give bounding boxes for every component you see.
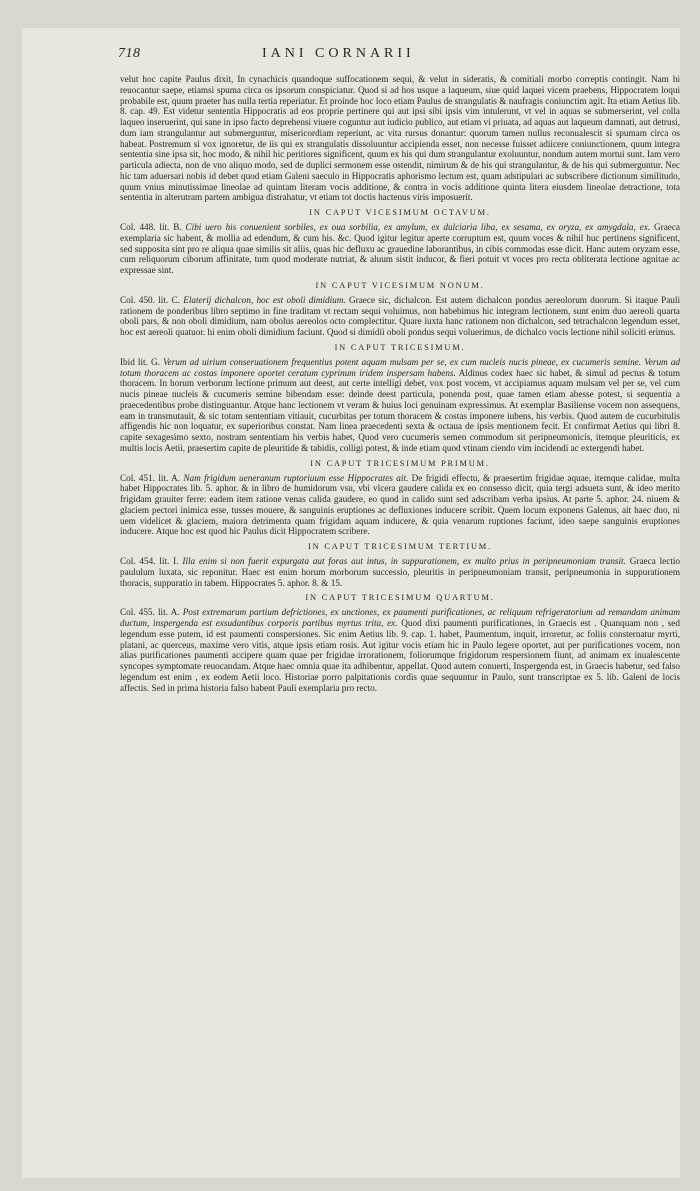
commentary-text: Graece sic, dichalcon. Est autem dichalcon pondus aereolorum duorum. Si itaque Pauli rationem de ponderibus libro septimo in fine traditam vt rectam sequi voluimus, non habebimus hic integram lectionem, sunt enim duo aereoli quarta oboli pars, & non oboli dimidium, nam obolus aereolos octo complectitur. Quare iuxta hanc rationem non dichalcon, sed tetrachalcon legendum esset, hoc est aereoli quatuor. hi enim oboli dimidium faciunt. Quod si dimidii oboli pondus sequi voluerimus, de dichalco vocis lectione nihil soliciti erimus. [120, 294, 680, 337]
commentary-entry [120, 556, 680, 588]
commentary-text: Aldinus codex haec sic habet, & simul ad pectus & totum thoracem. In horum verborum lectione primum aut deest, aut certe intelligi debet, vox post vocem, vt accipiamus aquam mulsam vel per se, vel cum nucis pineae nucleis & cucumeris semine bibendam esse: deinde deest particula, ponenda post, quae tamen etiam abesse potest, si sequentia a praecedentibus probe distinguantur. Atque hanc lectionem vt veram & huius loci genuinam expressimus. At exemplar Basiliense vocem non assequens, eam in transmutauit, & sic totam sententiam vitiauit, cucurbitas per totum thoracem & costas imponere iubens, his verbis. Quod autem de cucurbitulis affigendis hic non loquatur, ex superioribus constat. Nam linea praecedenti sexta & octaua de ipsis mentionem fecit. Et confirmat Aetius qui libri 8. capite sexagesimo sexto, nostram sententiam his verbis habet, Quod vero cucumeris semen commodum sit peripneumonicis, itemque pleuriticis, ex multis locis Aetii, praesertim capite de pleuritide & tabidis, colligi potest, & inde etiam quod vtinam ciendo vim incidendi ac extergendi habet. [120, 367, 680, 453]
commentary-entry [120, 295, 680, 338]
section-heading: IN CAPUT VICESIMUM OCTAVUM. [309, 208, 491, 217]
section-heading: IN CAPUT TRICESIMUM QUARTUM. [305, 593, 495, 603]
commentary-text: De frigidi effectu, & praesertim frigidae aquae, itemque calidae, multa habet Hippocrates lib. 5. aphor. & in libro de humidorum vsu, vbi vlcera gaudere calida ex eo consesso dicit, quia tergi adsueta sunt, & ideo merito frigidam grauiter ferre: eadem item ratione venas calida gaudere, eo quod in calido sunt sed adscribam verba ipsius. At parte 5. aphor. 24. niuem & glaciem pectori inimica esse, tusses mouere, & sanguinis eruptiones ac defluxiones inducere scribit. Quem locum exponens Galenus, ait haec duo, ni uem videlicet & glaciem, maiora detrimenta quam frigidam aquam inducere, & quia venarum ruptiones faciunt, ideo saepe sanguinis eruptiones inducere. Atque hoc est quod hic Paulus dicit Hippocratem scribere. [120, 472, 680, 537]
column-reference: Col. 451. lit. A. [120, 472, 181, 483]
page-body [120, 74, 680, 697]
commentary-entry [120, 357, 680, 454]
column-reference: Col. 450. lit. C. [120, 294, 180, 305]
running-head: IANI CORNARII [262, 46, 415, 61]
section-heading: IN CAPUT TRICESIMUM. [334, 342, 466, 352]
book-page [22, 28, 680, 1178]
page-number: 718 [118, 46, 141, 61]
section-heading: IN CAPUT TRICESIMUM PRIMUM. [310, 458, 490, 468]
commentary-text: Graeca lectio paululum luxata, sic reponitur. Haec est enim horum morborum successio, pleuritis in peripneumoniam transit, peripneumonia in suppurationem thoracis, suppuratio in tabem. Hippocrates 5. aphor. 8. & 15. [120, 556, 680, 588]
section-heading: IN CAPUT TRICESIMUM TERTIUM. [308, 542, 492, 551]
quoted-lemma: Post extremarum partium defrictiones, ex unctiones, ex paumenti purificationes, ac reliquum refrigeratorium ad remandam animam ductum, inspergenda est exsudantibus corporis partibus myrtus trita, ex. [120, 607, 680, 628]
quoted-lemma: Nam frigidum ueneranum ruptoriuum esse Hippocrates ait. [183, 472, 409, 483]
commentary-entry [120, 473, 680, 538]
section-heading: IN CAPUT VICESIMUM NONUM. [315, 280, 485, 290]
quoted-lemma: Verum ad uirium conseruationem frequentius potent aquam mulsam per se, ex cum nucleis nucis pineae, ex cucumeris semine. Verum ad totum thoracem ac costas imponere oportet ceratum cyprinum iridem inspersam habens. [120, 356, 680, 378]
quoted-lemma: Elaterij dichalcon, hoc est oboli dimidium. [183, 294, 346, 305]
commentary-text: Quod dixi paumenti purificationes, in Graecis est . Quanquam non , sed legendum esse putem, id est paumenti conspersiones. Sic enim Aetius lib. 9. cap. 1. habet, Paumentum, inquit, irroretur, ac foliis consternatur myrti, platani, ac querceus, maxime vero vitis, atque ipsis etiam rosis. Aut igitur vocis etiam hic in Paulo legere oportet, aut per purificationes vocem, non alias purificationes paumenti accipere quam quae per frigidae irrorationem, foliorumque frigidorum respersionem fiunt, ad animam ex inualescente syncopes symptomate reuocandam. Atque haec omnia quae ita adhibentur, appellat. Quod autem conuerti, Inspergenda est, in Graecis habetur, sed falso legendum est enim , ex eodem Aetii loco. Historiae porro palpitationis cordis quae sequuntur in Paulo, sunt transcriptae ex 5. lib. Galeni de locis affectis. Sed in prima historia falso habent Pauli exemplaria pro recto. [120, 618, 680, 693]
column-reference: Col. 448. lit. B. [120, 222, 182, 232]
page-header [22, 28, 680, 61]
column-reference: Ibid lit. G. [120, 356, 160, 367]
paragraph-continuation: velut hoc capite Paulus dixit, In cynachicis quandoque suffocationem sequi, & velut in sideratis, & comitiali morbo correptis contingit. Nam hi reuocantur saepe, etiamsi spuma circa os ipsorum conspiciatur. Quod si ad hos usque a laqueum, siue quid laquei vicem praebens, Hippocratem loqui probabile est, quum praeter has nulla tertia reperiatur. Et proinde hoc loco etiam Paulus de strangulatis & naufragis coniunctim agit. Ita etiam Aetius lib. 8. cap. 49. Est videtur sententia Hippocratis ad eos proprie pertinere qui aut ipsi sibi ipsis vim intulerunt, vt vel in aquas se submerserint, vel colla laqueo inseruerint, qui sane in ipso facto deprehensi viuere coguntur aut iudicio publico, aut etiam vi priuata, ad aquas aut laqueum damnati, aut detrusi, dum iam strangulantur aut submerguntur, misericordiam reperiunt, ac vita rursus donantur: quorum tamen nullus reconualescit si spumam circa os habeat. Postremum si vox ignoretur, de iis qui ex strangulatis dissoluuntur accipienda esset, non necesse fuisset adiicere coniunctionem, quum integra sententia sine ipsa sit, hoc modo, & nihil hic peritiores significent, quum ex his qui dum strangulantur exoluuntur, nondum autem mortui sunt. Iam vero particula adiecta, non de vno aliquo modo, sed de duplici sermonem esse ostendit, nimirum & de his qui strangulantur, & de his qui submerguntur. Nec hic tam aduersari nobis id debet quod etiam Galeni saeculo in Hippocratis aphorismo lectum est, quam adstipulari ac subscribere dictionum similitudo, quum vnius minutissimae lineolae ad quintam literam vocis additione, & contra in vocis additione quinta litera eiusdem lineolae detractione, tota sententia in alterutram partem ambigua distrahatur, vt etiam tot doctis hactenus viris imposuerit. [120, 74, 680, 203]
quoted-lemma: Cibi uero his conuenient sorbiles, ex oua sorbilia, ex amylum, ex dulciaria liba, ex sesama, ex oryza, ex amygdala, ex. [185, 222, 651, 232]
column-reference: Col. 455. lit. A. [120, 607, 180, 618]
quoted-lemma: Illa enim si non fuerit expurgata aut foras aut intus, in suppurationem, ex multo prius in peripneumoniam transit. [182, 556, 626, 566]
column-reference: Col. 454. lit. I. [120, 556, 179, 566]
commentary-entry [120, 607, 680, 693]
commentary-text: Graeca exemplaria sic habent, & mollia ad edendum, & cum his. &c. Quod igitur legitur aperte corruptum est, quum voces & nihil huc pertinens significent, sed supposita sint pro re aliqua quae similis sit aliis, quas hic defluxu ac grauedine laborantibus, in cibis commodas esse dicit. Hanc autem oryzam esse, cum reliquorum ciborum affinitate, tum quod moderate nutriat, & aluum sistit inducor, & fieri potuit vt voces pro recta obliterata lectione agnitae ac expressae sint. [120, 222, 680, 275]
commentary-entry [120, 222, 680, 276]
